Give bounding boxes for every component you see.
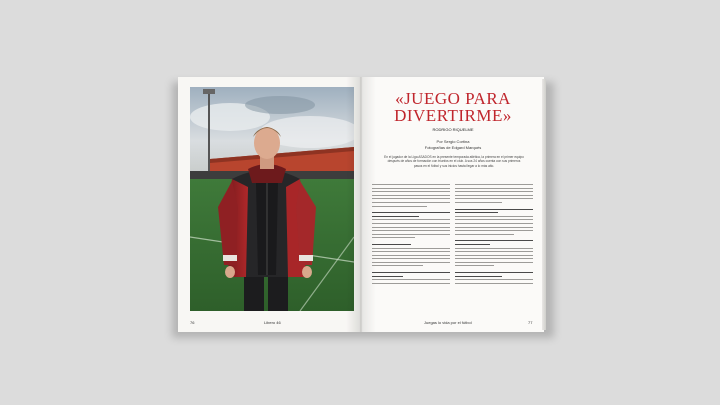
left-page-label: Libero 46 xyxy=(264,320,281,325)
article-photographer: Fotografías de Edgard Marqués xyxy=(424,145,482,150)
article-subject: RODRIGO RIQUELME xyxy=(432,127,474,132)
page-edge xyxy=(542,79,546,330)
left-page xyxy=(178,77,361,332)
article-title xyxy=(378,90,528,124)
right-page-label: Juegas lo vida por el fútbol xyxy=(424,320,472,325)
magazine-spread xyxy=(178,77,544,332)
body-column-right xyxy=(455,184,533,286)
article-intro: En el jugador de la Liga ASADOS en la presente temporada atlética, la primera en el primer equipo después de años de formación con triunfos en el club. A sus 24 años cuenta con sus primeros pasos en el fútbol y sus inicios hasta llegar a lo más alto. xyxy=(384,155,524,168)
title-line-2: DIVERTIRME» xyxy=(394,106,512,125)
left-page-number: 76 xyxy=(190,320,195,325)
player-photo xyxy=(190,87,354,311)
body-column-left xyxy=(372,184,450,286)
article-author: Por Sergio Cortina xyxy=(436,139,470,144)
title-line-1: «JUEGO PARA xyxy=(395,89,511,108)
right-page-number: 77 xyxy=(528,320,533,325)
